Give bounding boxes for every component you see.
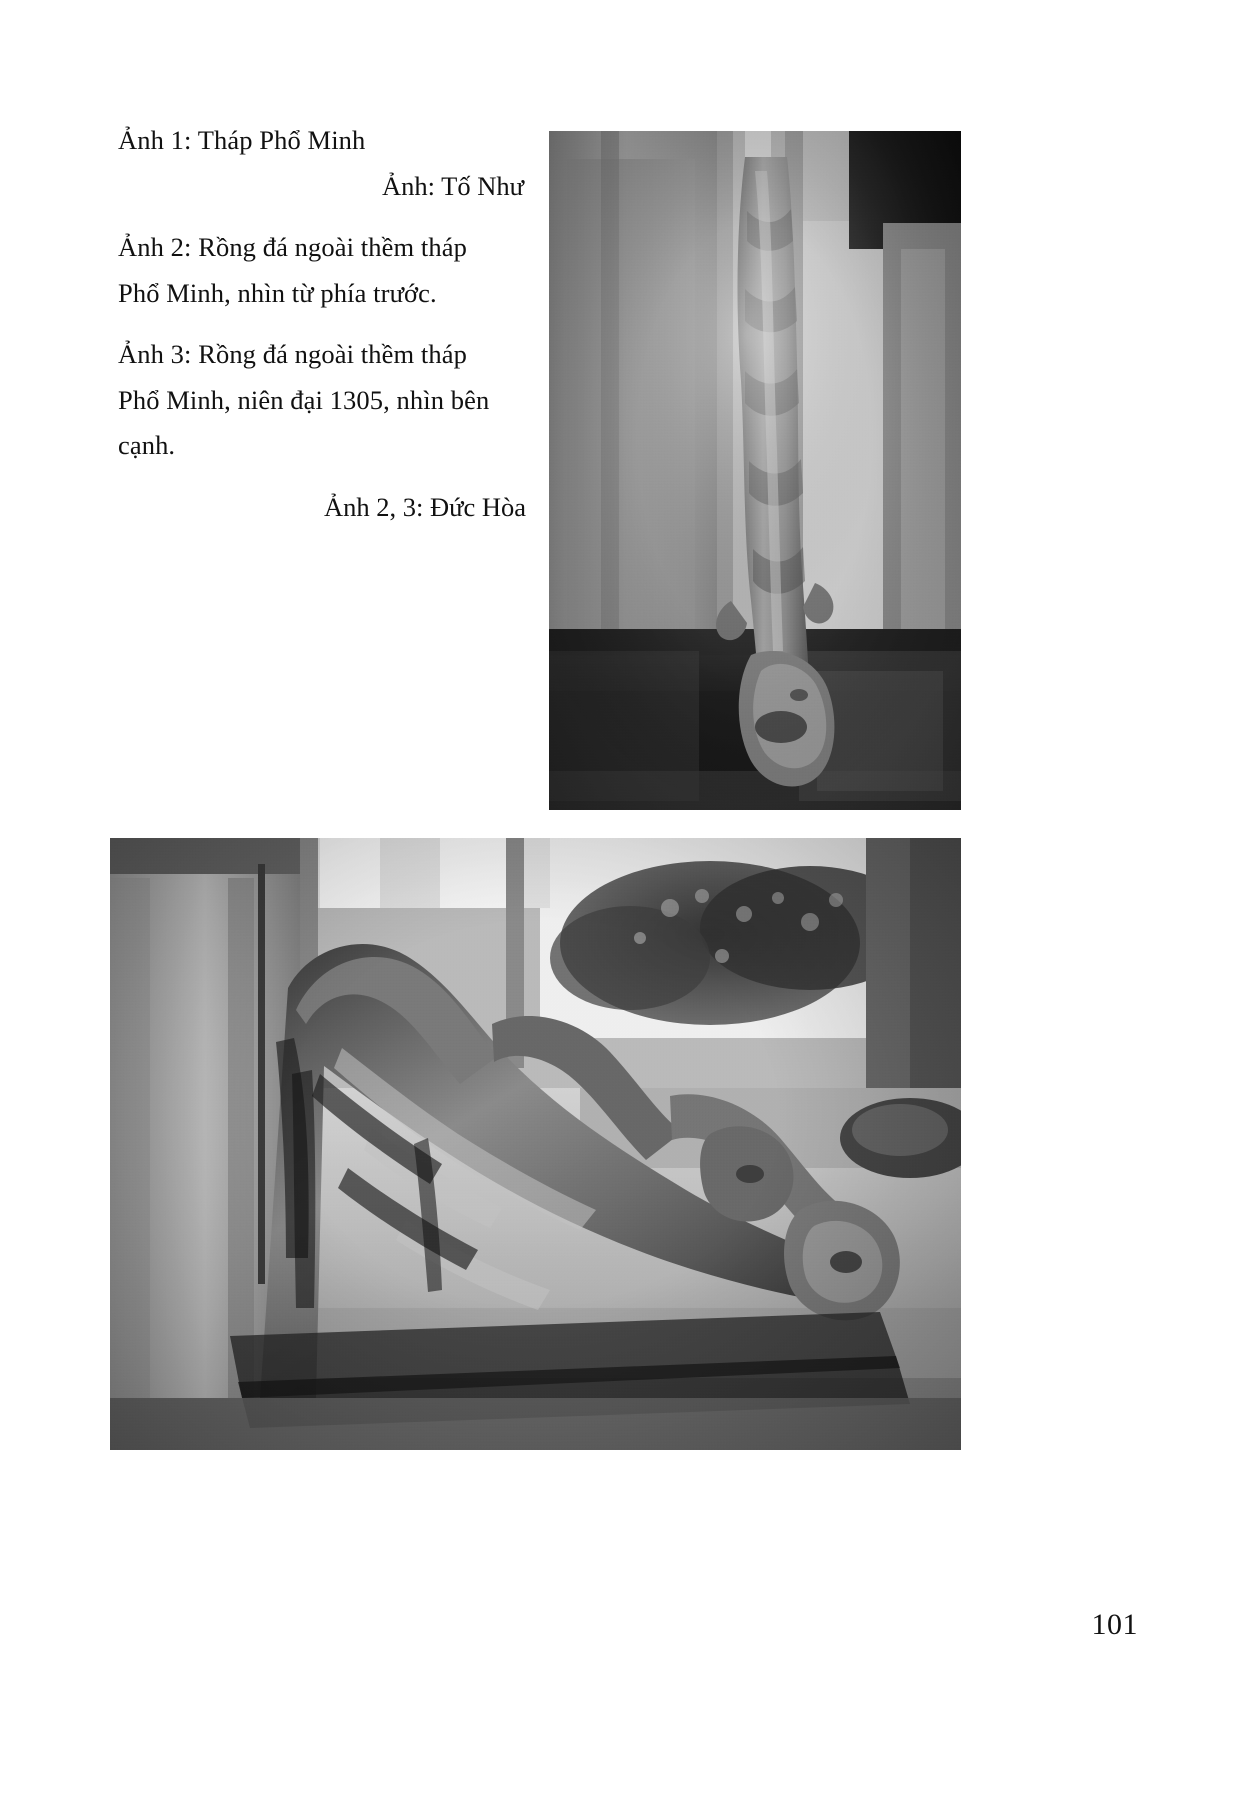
- page-number: 101: [1091, 1608, 1138, 1641]
- caption-column: [118, 118, 530, 531]
- caption-photo-1-credit: Ảnh: Tố Như: [382, 170, 524, 201]
- caption-photo-2-line-2: Phổ Minh, nhìn từ phía trước.: [118, 277, 437, 308]
- caption-photos-23-credit: Ảnh 2, 3: Đức Hòa: [323, 492, 526, 523]
- caption-photo-2: [118, 225, 530, 316]
- caption-photo-2-line-1: Ảnh 2: Rồng đá ngoài thềm tháp: [118, 232, 467, 263]
- photo-dragon-front-view: [549, 131, 961, 810]
- caption-photo-3-line-1: Ảnh 3: Rồng đá ngoài thềm tháp: [118, 339, 467, 370]
- caption-photo-3-line-3: cạnh.: [118, 430, 176, 461]
- caption-photo-1-label: Ảnh 1: Tháp Phổ Minh: [118, 125, 366, 155]
- caption-photo-3: [118, 332, 530, 469]
- caption-photo-3-line-2: Phổ Minh, niên đại 1305, nhìn bên: [118, 384, 490, 415]
- photo-dragon-side-view: [110, 838, 961, 1450]
- caption-photo-1: [118, 118, 530, 209]
